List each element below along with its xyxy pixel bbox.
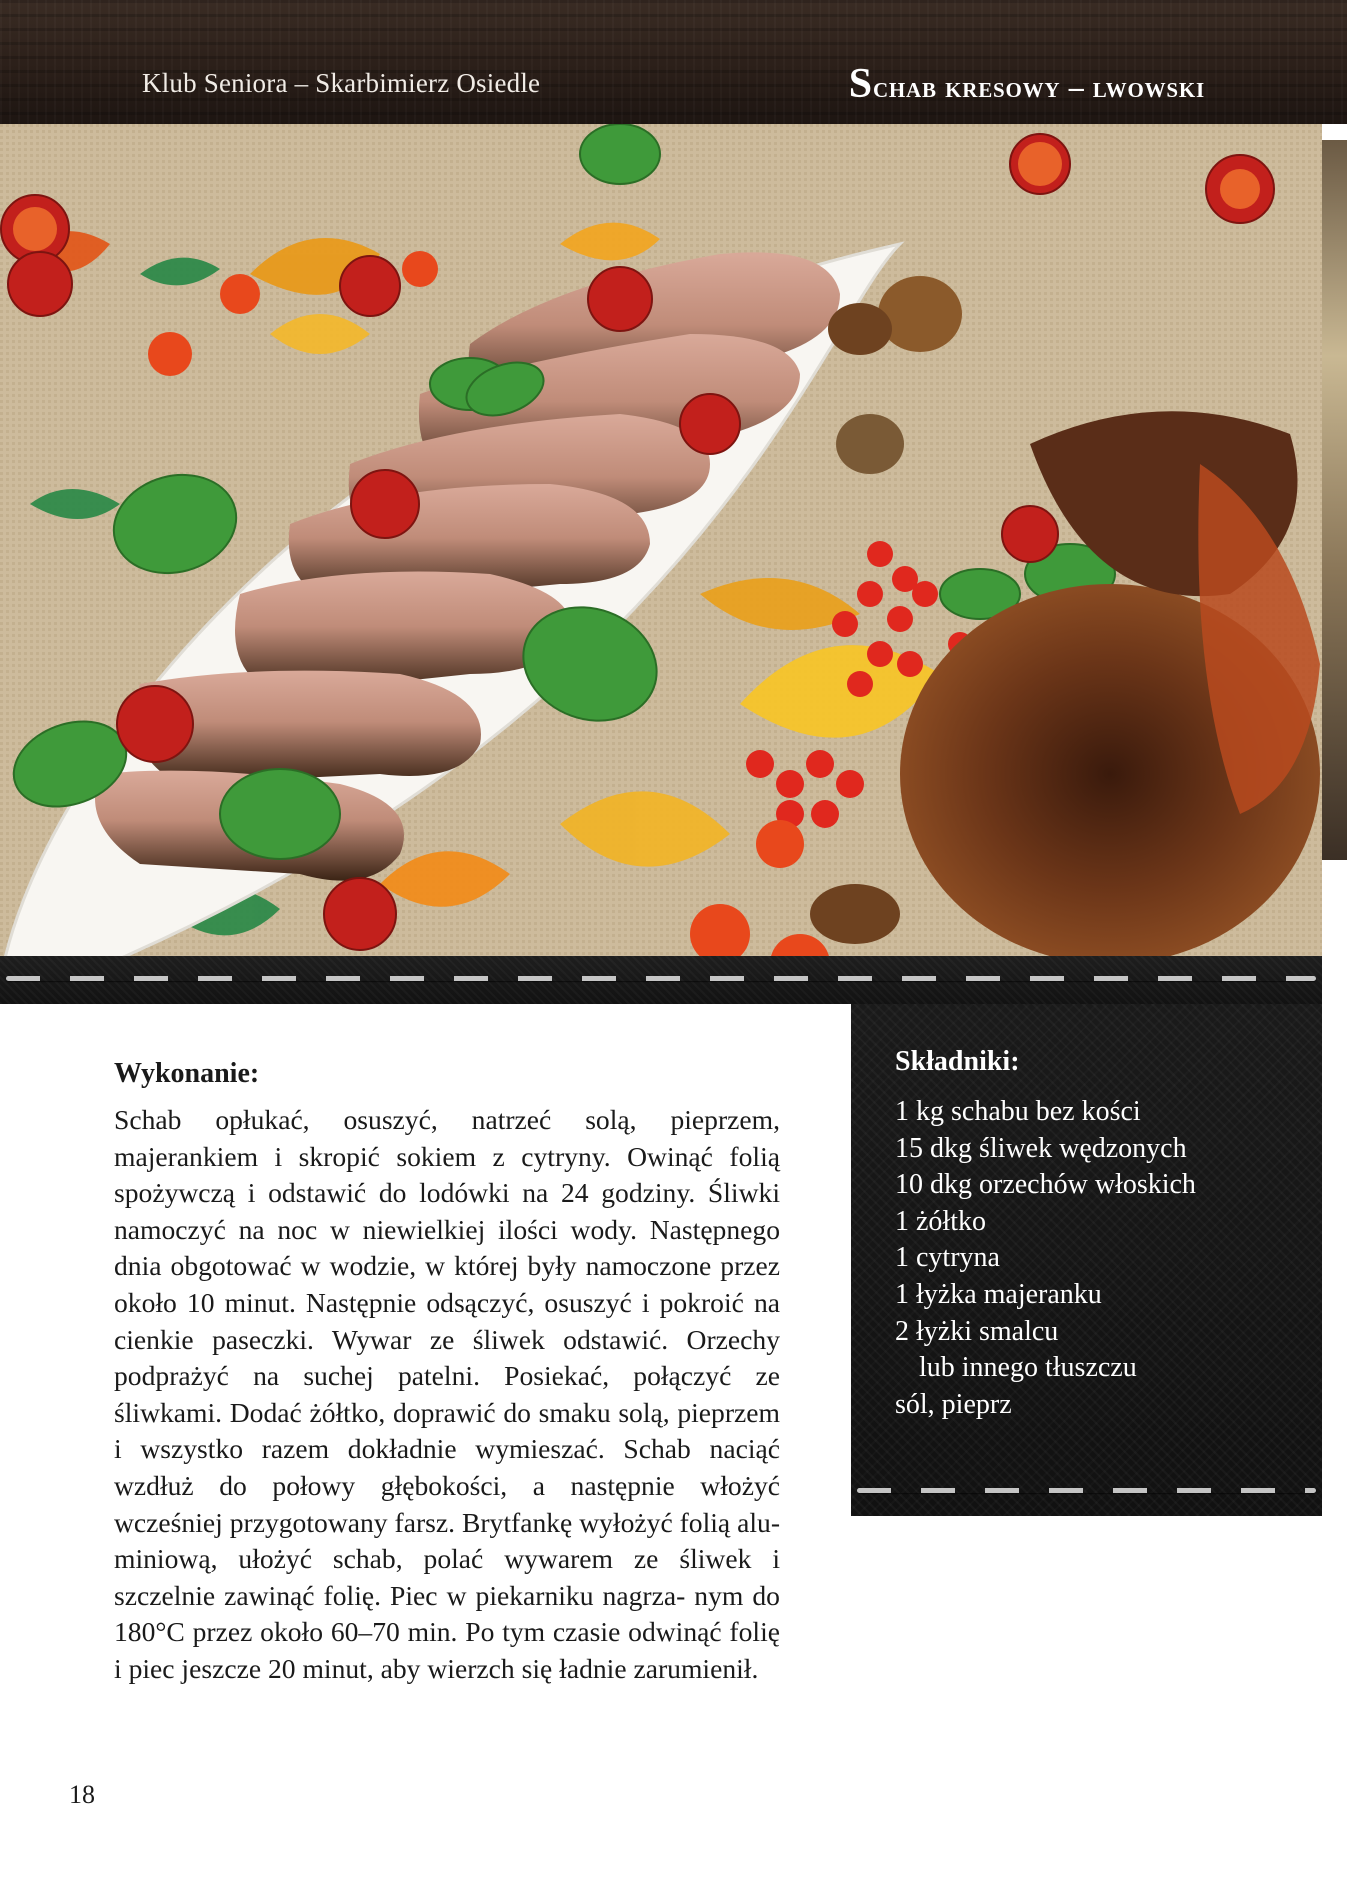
ingredients-panel	[851, 1004, 1322, 1516]
ingredient-item: sól, pieprz	[895, 1388, 1012, 1420]
header-subtitle: Klub Seniora – Skarbimierz Osiedle	[142, 68, 541, 98]
instructions-heading: Wykonanie:	[114, 1058, 260, 1089]
ingredient-item: 10 dkg orzechów włoskich	[895, 1169, 1196, 1201]
ingredients-heading: Składniki:	[895, 1046, 1020, 1077]
instructions-line: były namoczone przez około 10 minut. Następnie	[114, 1250, 780, 1318]
instructions-line: suchej patelni. Posiekać, połączyć ze śliwkami. Dodać	[114, 1360, 780, 1428]
stitched-leather-strip	[0, 956, 1322, 1004]
instructions-line: nym do 180°C przez około 60–70 min. Po tym czasie	[114, 1579, 780, 1648]
ingredient-item: 1 kg schabu bez kości	[895, 1096, 1141, 1127]
instructions-line: do połowy głębokości, a następnie włożyć wcześniej	[114, 1469, 780, 1538]
recipe-title-initial: S	[848, 61, 873, 107]
ingredient-item: 1 cytryna	[895, 1242, 1000, 1274]
instructions-line: miniową, ułożyć schab, polać wywarem ze śliwek	[114, 1543, 752, 1575]
recipe-title-rest: chab kresowy – lwowski	[872, 71, 1205, 104]
instructions-line: folią spożywczą i odstawić do lodówki na 24 godziny.	[114, 1140, 780, 1209]
instructions-line: odwinąć folię i piec jeszcze 20 minut, aby wierzch	[114, 1616, 780, 1684]
page-number: 18	[69, 1780, 95, 1809]
photo-page-edge	[1322, 140, 1347, 860]
instructions-section	[114, 1058, 780, 1688]
header-bar	[0, 0, 1347, 124]
ingredient-item: 1 łyżka majeranku	[895, 1278, 1102, 1310]
instructions-line: odsączyć, osuszyć i pokroić na cienkie paseczki.	[114, 1286, 780, 1355]
recipe-title	[849, 60, 1205, 108]
instructions-line: Schab opłukać, osuszyć, natrzeć solą, pieprzem,	[114, 1104, 780, 1135]
instructions-line: się ładnie zarumienił.	[521, 1652, 759, 1684]
ingredient-item: 1 żółtko	[895, 1205, 986, 1237]
instructions-text	[114, 1102, 780, 1688]
instructions-line: razem dokładnie wymieszać. Schab naciąć wzdłuż	[114, 1433, 780, 1501]
ingredient-item-continuation: lub innego tłuszczu	[919, 1352, 1137, 1384]
stitching-decoration	[857, 1488, 1316, 1493]
ingredients-list	[895, 1094, 1196, 1423]
instructions-line: i szczelnie zawinąć folię. Piec w piekarniku nagrza-	[114, 1543, 780, 1611]
instructions-line: Wywar ze śliwek odstawić. Orzechy podprażyć na	[114, 1323, 780, 1392]
instructions-line: majerankiem i skropić sokiem z cytryny. Owinąć	[114, 1140, 713, 1172]
recipe-photo	[0, 124, 1322, 956]
ingredient-item: 15 dkg śliwek wędzonych	[895, 1132, 1187, 1164]
stitching-decoration	[6, 976, 1316, 981]
recipe-photo-illustration	[0, 124, 1322, 956]
instructions-line: Następnego dnia obgotować w wodzie, w której	[114, 1213, 780, 1282]
instructions-line: Śliwki namoczyć na noc w niewielkiej ilości wody.	[114, 1177, 780, 1245]
instructions-line: przygotowany farsz. Brytfankę wyłożyć folią alu-	[229, 1506, 781, 1538]
instructions-line: żółtko, doprawić do smaku solą, pieprzem i wszystko	[114, 1396, 780, 1465]
ingredient-item: 2 łyżki smalcu	[895, 1315, 1059, 1347]
